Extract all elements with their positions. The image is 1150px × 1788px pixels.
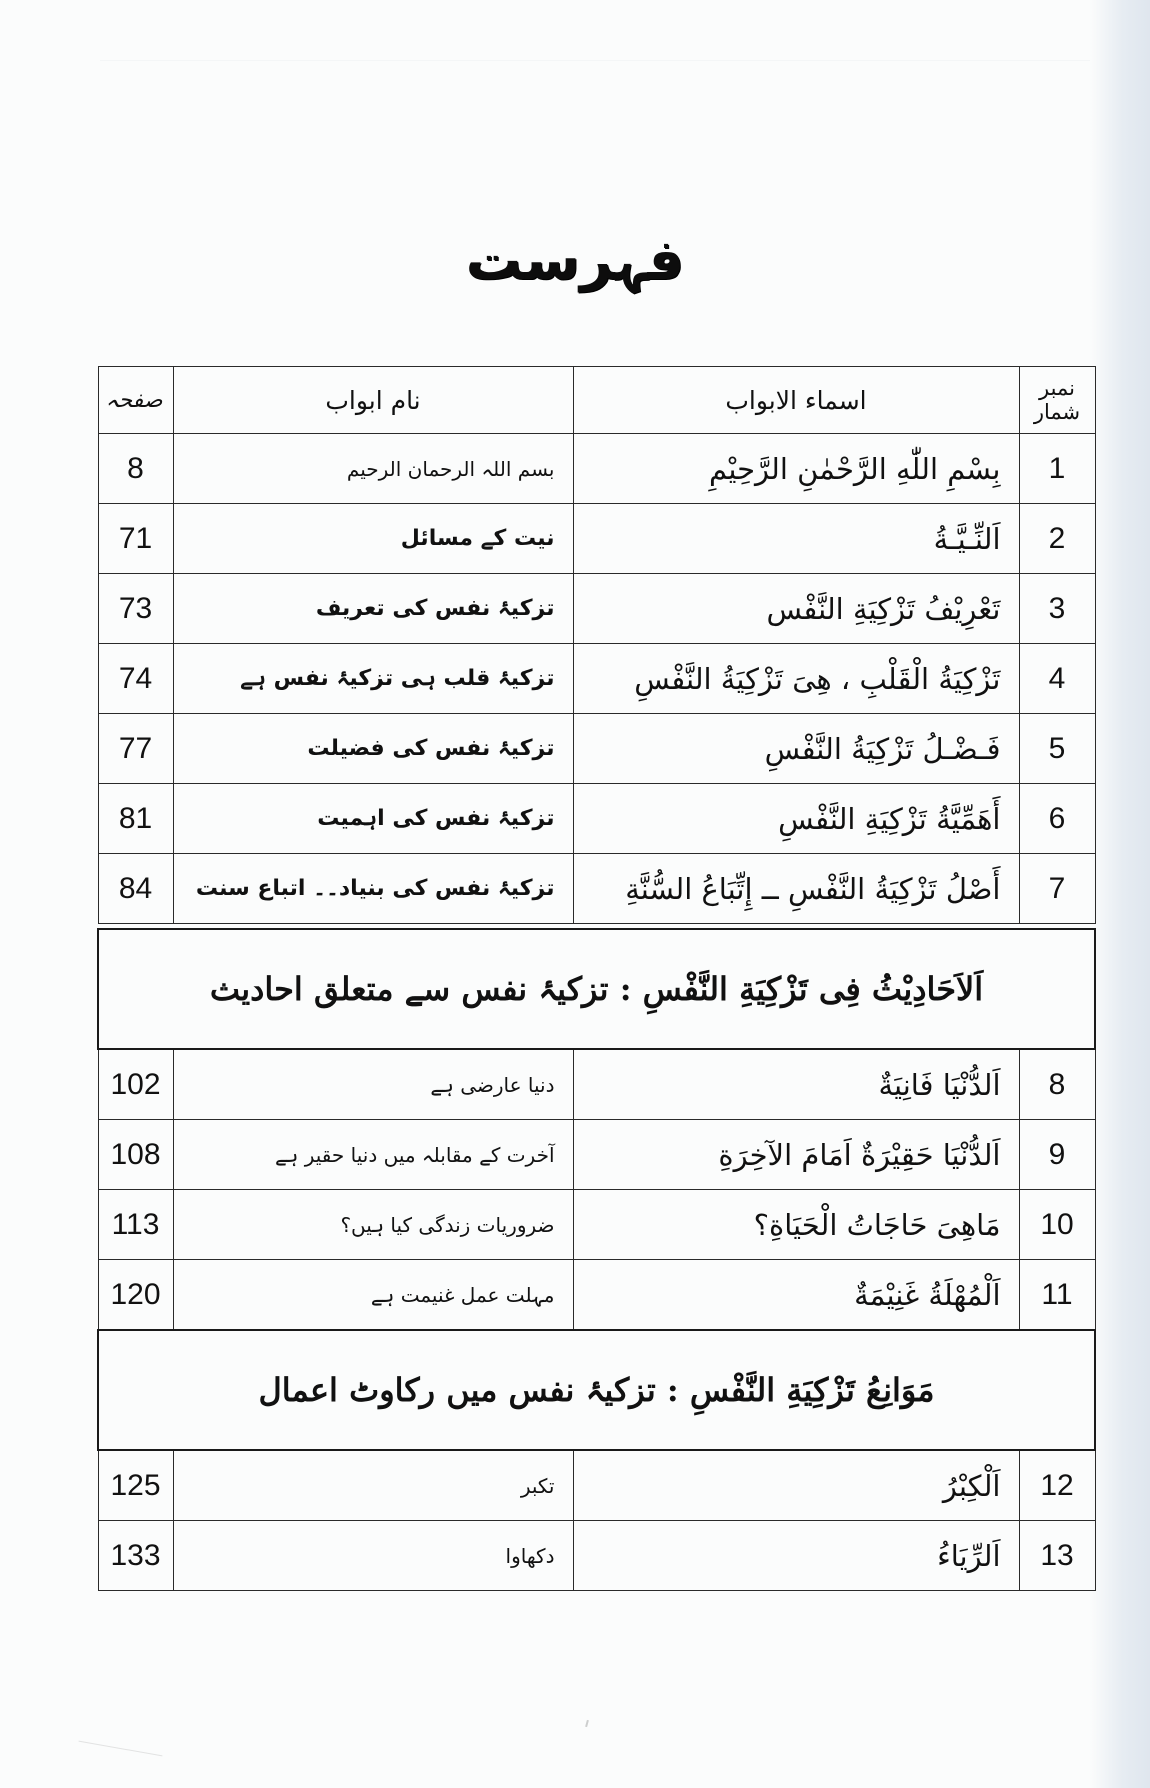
entry-arabic-title: اَلْكِبْرُ (573, 1450, 1019, 1521)
entry-arabic-title: تَعْرِيْفُ تَزْكِيَةِ النَّفْس (573, 574, 1019, 644)
page-title: فہرست (465, 228, 685, 293)
entry-urdu-title: تزکیۂ نفس کی بنیاد۔۔ اتباع سنت (173, 854, 573, 924)
entry-number: 10 (1019, 1190, 1095, 1260)
table-row (98, 574, 1095, 644)
table-row (98, 1120, 1095, 1190)
entry-page-number: 77 (98, 714, 173, 784)
entry-urdu-title: نیت کے مسائل (173, 504, 573, 574)
entry-urdu-title: تزکیۂ نفس کی فضیلت (173, 714, 573, 784)
scan-speck (585, 1720, 589, 1727)
entry-page-number: 73 (98, 574, 173, 644)
entry-number: 11 (1019, 1260, 1095, 1331)
entry-page-number: 84 (98, 854, 173, 924)
entry-urdu-title: تزکیۂ نفس کی اہمیت (173, 784, 573, 854)
table-of-contents (97, 366, 1096, 1591)
entry-page-number: 102 (98, 1049, 173, 1120)
entry-urdu-title: آخرت کے مقابلہ میں دنیا حقیر ہے (173, 1120, 573, 1190)
entry-arabic-title: تَزْكِيَةُ الْقَلْبِ ، هِىَ تَزْكِيَةُ النَّفْسِ (573, 644, 1019, 714)
table-row (98, 504, 1095, 574)
entry-number: 3 (1019, 574, 1095, 644)
scan-smudge (79, 1741, 163, 1757)
section-title: اَلاَحَادِيْثُ فِى تَزْكِيَةِ النَّفْسِ : تزکیۂ نفس سے متعلق احادیث (98, 929, 1095, 1049)
entry-number: 8 (1019, 1049, 1095, 1120)
section-header-row (98, 1330, 1095, 1450)
entry-urdu-title: دکھاوا (173, 1521, 573, 1591)
header-urdu-title: نام ابواب (173, 367, 573, 434)
entry-page-number: 133 (98, 1521, 173, 1591)
entry-page-number: 125 (98, 1450, 173, 1521)
entry-arabic-title: أَهَمِّيَّةُ تَزْكِيَةِ النَّفْسِ (573, 784, 1019, 854)
entry-page-number: 108 (98, 1120, 173, 1190)
entry-urdu-title: دنیا عارضی ہے (173, 1049, 573, 1120)
entry-arabic-title: اَلْمُهْلَةُ غَنِيْمَةٌ (573, 1260, 1019, 1331)
table-row (98, 1450, 1095, 1521)
entry-page-number: 81 (98, 784, 173, 854)
entry-page-number: 74 (98, 644, 173, 714)
entry-urdu-title: مہلت عمل غنیمت ہے (173, 1260, 573, 1331)
table-row (98, 1521, 1095, 1591)
entry-arabic-title: اَلرِّيَاءُ (573, 1521, 1019, 1591)
entry-number: 4 (1019, 644, 1095, 714)
entry-number: 12 (1019, 1450, 1095, 1521)
entry-urdu-title: تکبر (173, 1450, 573, 1521)
table-row (98, 434, 1095, 504)
table-row (98, 714, 1095, 784)
header-page: صفحہ (98, 367, 173, 434)
table-header-row (98, 367, 1095, 434)
table-row (98, 644, 1095, 714)
entry-number: 5 (1019, 714, 1095, 784)
table-row (98, 784, 1095, 854)
table-row (98, 854, 1095, 924)
entry-arabic-title: أَصْلُ تَزْكِيَةُ النَّفْسِ ــ إِتِّبَاعُ السُّنَّةِ (573, 854, 1019, 924)
header-arabic-title: اسماء الابواب (573, 367, 1019, 434)
entry-number: 7 (1019, 854, 1095, 924)
entry-number: 13 (1019, 1521, 1095, 1591)
table-row (98, 1049, 1095, 1120)
entry-number: 1 (1019, 434, 1095, 504)
entry-page-number: 8 (98, 434, 173, 504)
entry-urdu-title: ضروریات زندگی کیا ہیں؟ (173, 1190, 573, 1260)
section-title: مَوَانِعُ تَزْكِيَةِ النَّفْسِ : تزکیۂ نفس میں رکاوٹ اعمال (98, 1330, 1095, 1450)
entry-page-number: 71 (98, 504, 173, 574)
entry-arabic-title: اَلدُّنْيَا حَقِيْرَةٌ اَمَامَ الآخِرَةِ (573, 1120, 1019, 1190)
entry-urdu-title: تزکیۂ قلب ہی تزکیۂ نفس ہے (173, 644, 573, 714)
entry-urdu-title: تزکیۂ نفس کی تعریف (173, 574, 573, 644)
entry-arabic-title: مَاهِىَ حَاجَاتُ الْحَيَاةِ؟ (573, 1190, 1019, 1260)
table-row (98, 1190, 1095, 1260)
entry-number: 2 (1019, 504, 1095, 574)
entry-number: 6 (1019, 784, 1095, 854)
entry-page-number: 120 (98, 1260, 173, 1331)
entry-page-number: 113 (98, 1190, 173, 1260)
entry-arabic-title: فَـضْـلُ تَزْكِيَةُ النَّفْسِ (573, 714, 1019, 784)
entry-arabic-title: بِسْمِ اللّٰهِ الرَّحْمٰنِ الرَّحِيْمِ (573, 434, 1019, 504)
table-row (98, 1260, 1095, 1331)
entry-arabic-title: اَلدُّنْيَا فَانِيَةٌ (573, 1049, 1019, 1120)
show-through-artifact (100, 60, 1090, 361)
entry-number: 9 (1019, 1120, 1095, 1190)
section-header-row (98, 929, 1095, 1049)
header-number: نمبر شمار (1019, 367, 1095, 434)
entry-urdu-title: بسم اللہ الرحمان الرحیم (173, 434, 573, 504)
entry-arabic-title: اَلنِّـيَّـةُ (573, 504, 1019, 574)
